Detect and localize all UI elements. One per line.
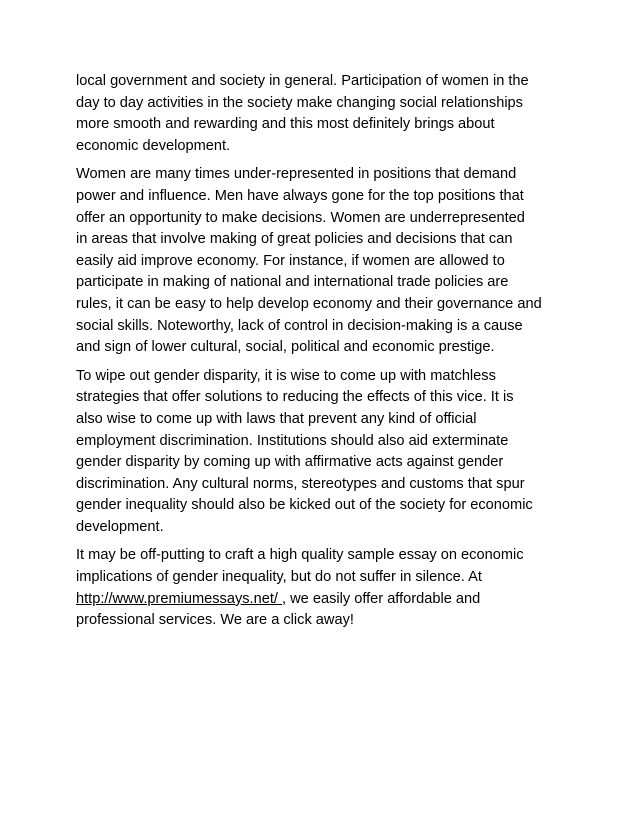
website-link[interactable]: http://www.premiumessays.net/ bbox=[76, 590, 283, 607]
text-line: rules, it can be easy to help develop economy and their governance and bbox=[76, 295, 542, 312]
text-line: Women are many times under-represented in positions that demand bbox=[76, 166, 517, 183]
text-line: employment discrimination. Institutions should also aid exterminate bbox=[76, 432, 509, 449]
text-line: strategies that offer solutions to reducing the effects of this vice. It is bbox=[76, 389, 514, 406]
text-line: It may be off-putting to craft a high quality sample essay on economic bbox=[76, 547, 524, 564]
text-line: and sign of lower cultural, social, political and economic prestige. bbox=[76, 339, 495, 356]
paragraph-1 bbox=[76, 71, 576, 157]
text-line: gender inequality should also be kicked out of the society for economic bbox=[76, 497, 533, 514]
text-line: more smooth and rewarding and this most definitely brings about bbox=[76, 116, 495, 133]
text-line: To wipe out gender disparity, it is wise to come up with matchless bbox=[76, 367, 496, 384]
text-line-with-link bbox=[76, 589, 576, 611]
document-body bbox=[76, 71, 576, 639]
text-line: day to day activities in the society make changing social relationships bbox=[76, 94, 523, 111]
text-line: participate in making of national and international trade policies are bbox=[76, 274, 509, 291]
text-line: also wise to come up with laws that prevent any kind of official bbox=[76, 410, 477, 427]
text-line: social skills. Noteworthy, lack of control in decision-making is a cause bbox=[76, 317, 523, 334]
text-line: power and influence. Men have always gone for the top positions that bbox=[76, 187, 524, 204]
text-line: local government and society in general. Participation of women in the bbox=[76, 73, 529, 89]
text-after-link: , we easily offer affordable and bbox=[282, 590, 481, 607]
text-line: discrimination. Any cultural norms, stereotypes and customs that spur bbox=[76, 475, 525, 492]
paragraph-2 bbox=[76, 164, 576, 358]
paragraph-3 bbox=[76, 366, 576, 539]
text-line: gender disparity by coming up with affirmative acts against gender bbox=[76, 454, 504, 471]
text-line: easily aid improve economy. For instance, if women are allowed to bbox=[76, 252, 505, 269]
text-line: in areas that involve making of great policies and decisions that can bbox=[76, 231, 513, 248]
paragraph-4 bbox=[76, 545, 576, 631]
text-line: development. bbox=[76, 518, 164, 535]
text-line: economic development. bbox=[76, 137, 231, 154]
text-line: implications of gender inequality, but do not suffer in silence. At bbox=[76, 569, 482, 586]
text-line: professional services. We are a click away! bbox=[76, 612, 354, 629]
text-line: offer an opportunity to make decisions. Women are underrepresented bbox=[76, 209, 525, 226]
